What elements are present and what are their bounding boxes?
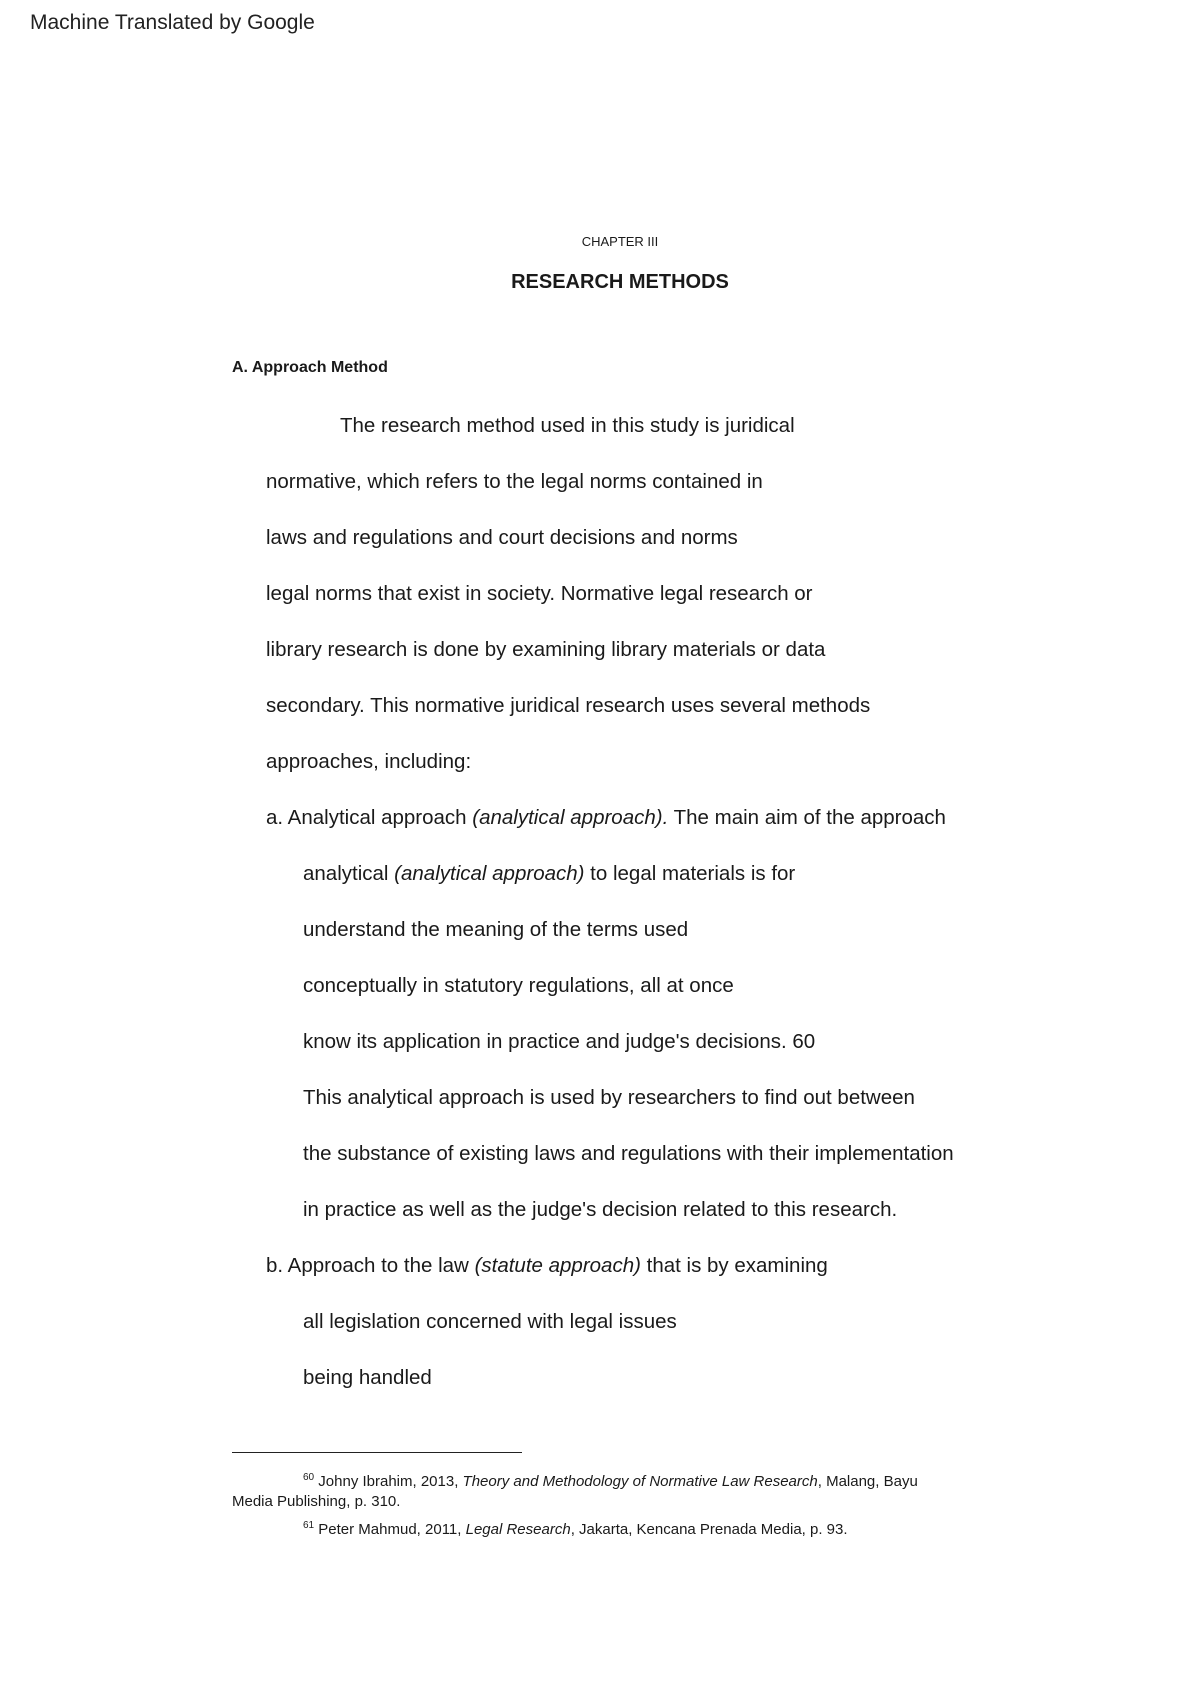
- footnote-text: Johny Ibrahim, 2013,: [314, 1473, 463, 1490]
- paragraph-line: The research method used in this study is juridical: [340, 414, 795, 437]
- paragraph-line: laws and regulations and court decisions and norms: [266, 526, 738, 549]
- list-item-a-line: in practice as well as the judge's decision related to this research.: [303, 1198, 898, 1221]
- list-item-a-line: know its application in practice and judge's decisions. 60: [303, 1030, 816, 1053]
- paragraph-line: normative, which refers to the legal norms contained in: [266, 470, 763, 493]
- section-heading-approach-method: A. Approach Method: [232, 359, 388, 376]
- chapter-label: CHAPTER III: [581, 234, 659, 249]
- list-item-a-line: [303, 862, 795, 886]
- italic-term: (analytical approach): [394, 862, 585, 885]
- footnote-60-continuation: Media Publishing, p. 310.: [232, 1493, 401, 1510]
- paragraph-line: approaches, including:: [266, 750, 472, 773]
- footnote-separator: [232, 1452, 522, 1453]
- list-item-a-line: This analytical approach is used by researchers to find out between: [303, 1086, 915, 1109]
- list-item-b-line: [266, 1254, 828, 1278]
- list-item-b-line: being handled: [303, 1366, 432, 1389]
- footnote-text: , Jakarta, Kencana Prenada Media, p. 93.: [570, 1521, 848, 1538]
- paragraph-line: legal norms that exist in society. Normative legal research or: [266, 582, 813, 605]
- list-item-b-text: b. Approach to the law: [266, 1254, 475, 1277]
- footnote-text: Peter Mahmud, 2011,: [314, 1521, 466, 1538]
- list-item-a-line: conceptually in statutory regulations, all at once: [303, 974, 734, 997]
- footnote-text: , Malang, Bayu: [817, 1473, 918, 1490]
- italic-term: (statute approach): [474, 1254, 641, 1277]
- footnote-book-title: Legal Research: [465, 1521, 571, 1538]
- chapter-title: RESEARCH METHODS: [511, 271, 729, 293]
- list-item-b-text: that is by examining: [640, 1254, 828, 1277]
- list-item-a-text: to legal materials is for: [584, 862, 796, 885]
- footnote-number: 61: [303, 1520, 315, 1531]
- list-item-a-text: a. Analytical approach: [266, 806, 473, 829]
- paragraph-line: library research is done by examining library materials or data: [266, 638, 826, 661]
- list-item-a-line: understand the meaning of the terms used: [303, 918, 689, 941]
- footnote-number: 60: [303, 1472, 315, 1483]
- footnote-60: [303, 1468, 918, 1492]
- footnote-61: [303, 1516, 848, 1540]
- footnote-book-title: Theory and Methodology of Normative Law Research: [462, 1473, 818, 1490]
- list-item-a-line: [266, 806, 946, 830]
- list-item-a-text: analytical: [303, 862, 395, 885]
- list-item-b-line: all legislation concerned with legal issues: [303, 1310, 677, 1333]
- list-item-a-text: The main aim of the approach: [668, 806, 946, 829]
- list-item-a-line: the substance of existing laws and regulations with their implementation: [303, 1142, 954, 1165]
- paragraph-line: secondary. This normative juridical research uses several methods: [266, 694, 871, 717]
- italic-term: (analytical approach).: [472, 806, 669, 829]
- machine-translation-banner: Machine Translated by Google: [30, 11, 315, 34]
